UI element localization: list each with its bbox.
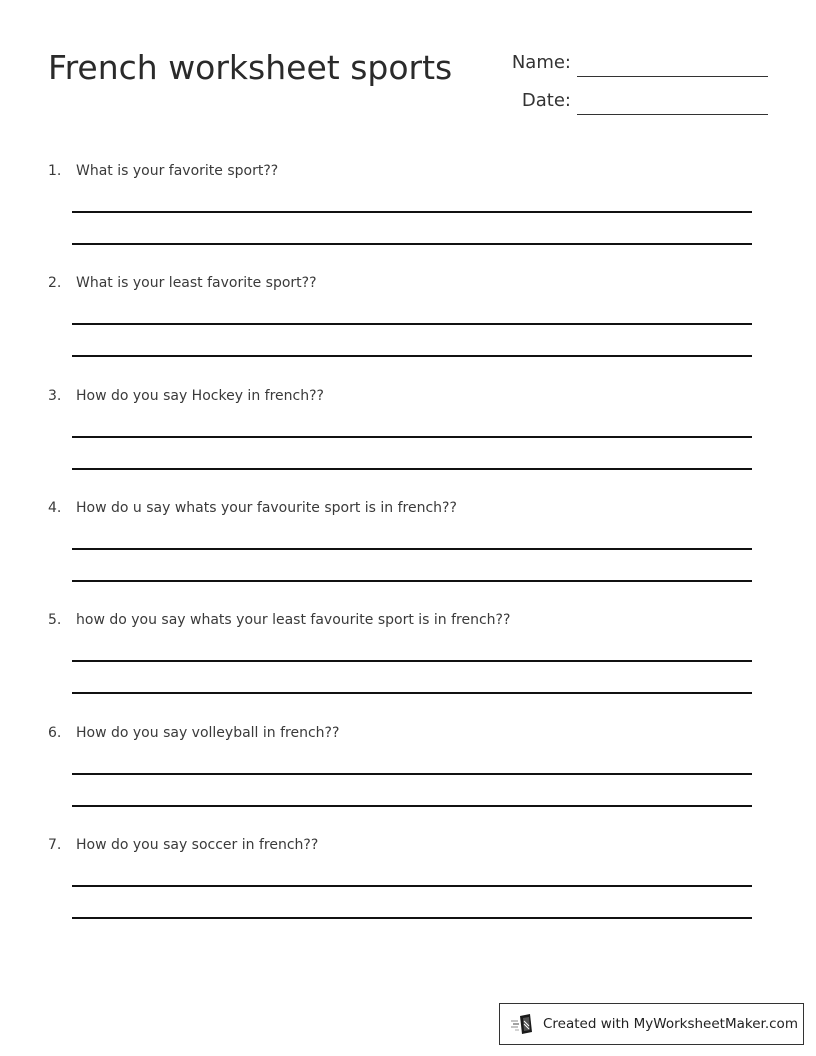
- question-item: [48, 163, 278, 179]
- question-number: 4.: [48, 500, 62, 516]
- created-with-badge[interactable]: [499, 1003, 804, 1045]
- worksheet-maker-logo-icon: [510, 1013, 536, 1035]
- question-text: What is your favorite sport??: [76, 163, 279, 179]
- question-number: 5.: [48, 612, 62, 628]
- date-label: Date:: [521, 90, 571, 111]
- question-item: [48, 275, 317, 291]
- answer-line[interactable]: [72, 580, 752, 582]
- question-number: 2.: [48, 275, 62, 291]
- date-field-line[interactable]: [577, 114, 768, 115]
- answer-line[interactable]: [72, 436, 752, 438]
- answer-line[interactable]: [72, 805, 752, 807]
- question-item: [48, 612, 510, 628]
- answer-line[interactable]: [72, 211, 752, 213]
- name-field-line[interactable]: [577, 76, 768, 77]
- question-number: 7.: [48, 837, 62, 853]
- answer-line[interactable]: [72, 917, 752, 919]
- question-number: 6.: [48, 725, 62, 741]
- question-text: How do u say whats your favourite sport is in french??: [76, 500, 457, 516]
- question-text: How do you say soccer in french??: [76, 837, 319, 853]
- answer-line[interactable]: [72, 660, 752, 662]
- answer-line[interactable]: [72, 468, 752, 470]
- question-item: [48, 500, 457, 516]
- answer-line[interactable]: [72, 355, 752, 357]
- question-number: 3.: [48, 388, 62, 404]
- answer-line[interactable]: [72, 885, 752, 887]
- question-text: How do you say volleyball in french??: [76, 725, 340, 741]
- question-item: [48, 725, 339, 741]
- question-item: [48, 837, 318, 853]
- answer-line[interactable]: [72, 773, 752, 775]
- answer-line[interactable]: [72, 548, 752, 550]
- name-label: Name:: [511, 52, 571, 73]
- answer-line[interactable]: [72, 243, 752, 245]
- answer-line[interactable]: [72, 692, 752, 694]
- question-text: how do you say whats your least favourite sport is in french??: [76, 612, 511, 628]
- footer-text: Created with MyWorksheetMaker.com: [543, 1016, 798, 1032]
- question-text: How do you say Hockey in french??: [76, 388, 324, 404]
- question-item: [48, 388, 324, 404]
- question-text: What is your least favorite sport??: [76, 275, 317, 291]
- page-title: French worksheet sports: [48, 48, 453, 87]
- question-number: 1.: [48, 163, 62, 179]
- answer-line[interactable]: [72, 323, 752, 325]
